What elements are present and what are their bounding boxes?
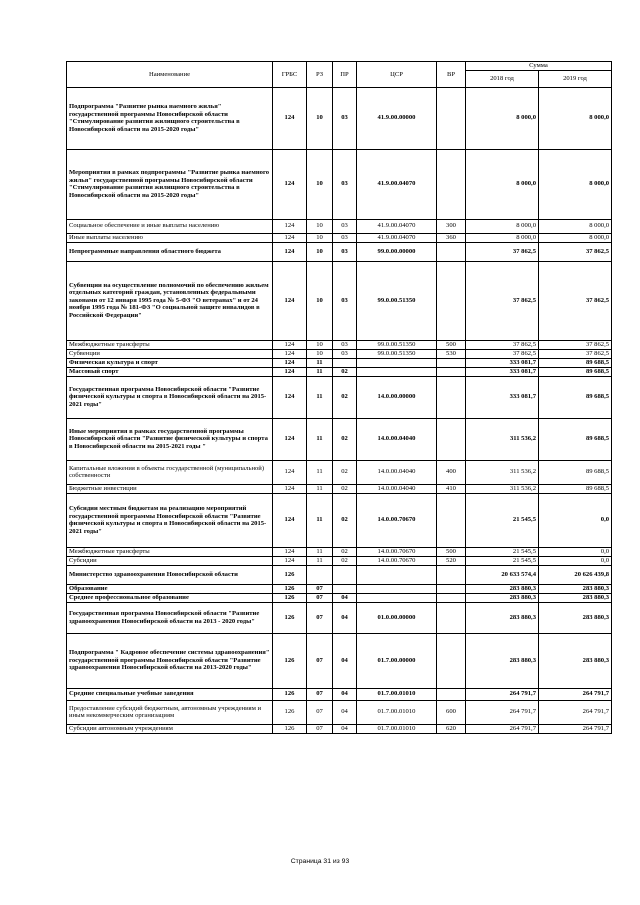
- cell-amount-2018: 21 545,5: [466, 556, 539, 565]
- cell-csr: [357, 358, 437, 367]
- cell-vr: [437, 418, 466, 460]
- cell-csr: 01.7.00.01010: [357, 688, 437, 700]
- cell-rz: 07: [307, 724, 333, 733]
- cell-amount-2019: 283 880,3: [539, 593, 612, 602]
- cell-amount-2018: 333 081,7: [466, 367, 539, 376]
- cell-pr: 02: [333, 418, 357, 460]
- cell-name: Непрограммные направления областного бюджета: [67, 242, 273, 261]
- header-year-2019: 2019 год: [539, 70, 612, 87]
- cell-amount-2018: 283 880,3: [466, 584, 539, 593]
- cell-pr: 03: [333, 340, 357, 349]
- table-row: [67, 358, 612, 367]
- cell-name: Министерство здравоохранения Новосибирской области: [67, 565, 273, 584]
- cell-csr: [357, 593, 437, 602]
- cell-csr: [357, 367, 437, 376]
- cell-grbs: 124: [273, 460, 307, 484]
- cell-vr: 300: [437, 219, 466, 233]
- cell-amount-2019: 264 791,7: [539, 700, 612, 724]
- cell-grbs: 126: [273, 565, 307, 584]
- cell-csr: 41.9.00.04070: [357, 233, 437, 242]
- cell-amount-2018: 37 862,5: [466, 261, 539, 340]
- cell-amount-2018: 264 791,7: [466, 724, 539, 733]
- cell-amount-2019: 89 688,5: [539, 358, 612, 367]
- cell-rz: [307, 565, 333, 584]
- cell-pr: 02: [333, 484, 357, 493]
- table-row: [67, 242, 612, 261]
- cell-name: Межбюджетные трансферты: [67, 340, 273, 349]
- cell-name: Подпрограмма "Развитие рынка наемного жилья" государственной программы Новосибирской области "Стимулирование развития жилищного строительства в Новосибирской области на 2015-2020 годы": [67, 87, 273, 149]
- header-year-2018: 2018 год: [466, 70, 539, 87]
- cell-pr: 04: [333, 688, 357, 700]
- cell-pr: 03: [333, 87, 357, 149]
- cell-amount-2018: 8 000,0: [466, 233, 539, 242]
- cell-amount-2018: 283 880,3: [466, 633, 539, 688]
- cell-pr: 04: [333, 724, 357, 733]
- table-row: [67, 233, 612, 242]
- cell-amount-2019: 264 791,7: [539, 688, 612, 700]
- cell-amount-2018: 333 081,7: [466, 358, 539, 367]
- table-row: [67, 493, 612, 547]
- cell-name: Средние специальные учебные заведения: [67, 688, 273, 700]
- cell-name: Государственная программа Новосибирской области "Развитие здравоохранения Новосибирской области на 2013 - 2020 годы": [67, 602, 273, 633]
- cell-name: Субвенции на осуществление полномочий по обеспечению жильем отдельных категорий граждан, установленных федеральными законами от 12 января 1995 года № 5-ФЗ "О ветеранах" и от 24 ноября 1995 года № 181-ФЗ "О социальной защите инвалидов в Российской Федерации": [67, 261, 273, 340]
- cell-grbs: 124: [273, 340, 307, 349]
- cell-amount-2019: 8 000,0: [539, 233, 612, 242]
- cell-rz: 10: [307, 149, 333, 219]
- cell-amount-2018: 333 081,7: [466, 376, 539, 418]
- cell-amount-2019: 8 000,0: [539, 219, 612, 233]
- cell-name: Капитальные вложения в объекты государственной (муниципальной) собственности: [67, 460, 273, 484]
- cell-name: Мероприятия в рамках подпрограммы "Развитие рынка наемного жилья" государственной программы Новосибирской области "Стимулирование развития жилищного строительства в Новосибирской области на 2015-2020 годы": [67, 149, 273, 219]
- cell-name: Физическая культура и спорт: [67, 358, 273, 367]
- cell-grbs: 126: [273, 602, 307, 633]
- cell-csr: 01.7.00.01010: [357, 700, 437, 724]
- cell-csr: 99.0.00.51350: [357, 349, 437, 358]
- header-name: Наименование: [67, 62, 273, 88]
- cell-vr: [437, 149, 466, 219]
- cell-csr: [357, 584, 437, 593]
- cell-amount-2019: 264 791,7: [539, 724, 612, 733]
- cell-grbs: 124: [273, 87, 307, 149]
- cell-grbs: 124: [273, 233, 307, 242]
- cell-pr: 03: [333, 233, 357, 242]
- cell-vr: 520: [437, 556, 466, 565]
- cell-csr: 14.0.00.70670: [357, 556, 437, 565]
- cell-csr: 41.9.00.04070: [357, 149, 437, 219]
- cell-pr: [333, 565, 357, 584]
- cell-amount-2018: 37 862,5: [466, 242, 539, 261]
- cell-amount-2018: 283 880,3: [466, 593, 539, 602]
- cell-grbs: 124: [273, 376, 307, 418]
- cell-rz: 11: [307, 358, 333, 367]
- header-rz: РЗ: [307, 62, 333, 88]
- cell-amount-2019: 89 688,5: [539, 376, 612, 418]
- cell-name: Бюджетные инвестиции: [67, 484, 273, 493]
- cell-rz: 11: [307, 367, 333, 376]
- cell-name: Субсидии автономным учреждениям: [67, 724, 273, 733]
- cell-rz: 11: [307, 556, 333, 565]
- cell-csr: 14.0.00.04040: [357, 418, 437, 460]
- cell-grbs: 124: [273, 219, 307, 233]
- cell-grbs: 124: [273, 367, 307, 376]
- cell-amount-2018: 311 536,2: [466, 484, 539, 493]
- cell-name: Субвенции: [67, 349, 273, 358]
- cell-amount-2018: 8 000,0: [466, 219, 539, 233]
- table-row: [67, 688, 612, 700]
- cell-csr: 99.0.00.51350: [357, 340, 437, 349]
- cell-pr: 02: [333, 367, 357, 376]
- cell-name: Образование: [67, 584, 273, 593]
- cell-vr: [437, 376, 466, 418]
- cell-vr: 500: [437, 340, 466, 349]
- header-pr: ПР: [333, 62, 357, 88]
- table-row: [67, 376, 612, 418]
- cell-vr: [437, 565, 466, 584]
- cell-rz: 07: [307, 633, 333, 688]
- cell-amount-2018: 311 536,2: [466, 418, 539, 460]
- cell-pr: 04: [333, 633, 357, 688]
- cell-vr: 620: [437, 724, 466, 733]
- cell-pr: 03: [333, 242, 357, 261]
- cell-grbs: 124: [273, 484, 307, 493]
- cell-vr: [437, 367, 466, 376]
- cell-name: Субсидии: [67, 556, 273, 565]
- cell-pr: 02: [333, 556, 357, 565]
- cell-amount-2018: 37 862,5: [466, 349, 539, 358]
- table-body: [67, 87, 612, 733]
- cell-grbs: 124: [273, 149, 307, 219]
- cell-name: Иные выплаты населению: [67, 233, 273, 242]
- table-row: [67, 484, 612, 493]
- cell-amount-2019: 89 688,5: [539, 418, 612, 460]
- cell-pr: [333, 358, 357, 367]
- cell-vr: [437, 688, 466, 700]
- cell-rz: 07: [307, 688, 333, 700]
- cell-amount-2018: 8 000,0: [466, 87, 539, 149]
- cell-amount-2018: 8 000,0: [466, 149, 539, 219]
- cell-amount-2018: 21 545,5: [466, 547, 539, 556]
- cell-grbs: 124: [273, 349, 307, 358]
- cell-amount-2018: 283 880,3: [466, 602, 539, 633]
- cell-pr: 04: [333, 593, 357, 602]
- cell-grbs: 126: [273, 584, 307, 593]
- cell-grbs: 124: [273, 358, 307, 367]
- cell-rz: 10: [307, 340, 333, 349]
- table-row: [67, 602, 612, 633]
- cell-amount-2019: 89 688,5: [539, 484, 612, 493]
- table-row: [67, 460, 612, 484]
- budget-table: [66, 61, 612, 734]
- header-csr: ЦСР: [357, 62, 437, 88]
- table-row: [67, 418, 612, 460]
- cell-pr: [333, 584, 357, 593]
- table-row: [67, 556, 612, 565]
- cell-amount-2019: 89 688,5: [539, 460, 612, 484]
- cell-vr: 500: [437, 547, 466, 556]
- cell-pr: 02: [333, 547, 357, 556]
- cell-amount-2019: 37 862,5: [539, 242, 612, 261]
- page-footer: Страница 31 из 93: [290, 858, 350, 865]
- cell-rz: 10: [307, 349, 333, 358]
- cell-grbs: 124: [273, 242, 307, 261]
- table-row: [67, 724, 612, 733]
- cell-name: Массовый спорт: [67, 367, 273, 376]
- cell-rz: 10: [307, 219, 333, 233]
- cell-amount-2019: 0,0: [539, 547, 612, 556]
- cell-rz: 11: [307, 460, 333, 484]
- cell-vr: [437, 633, 466, 688]
- cell-amount-2019: 283 880,3: [539, 584, 612, 593]
- header-sum: Сумма: [466, 62, 612, 71]
- table-row: [67, 633, 612, 688]
- cell-pr: 03: [333, 219, 357, 233]
- cell-grbs: 126: [273, 724, 307, 733]
- cell-grbs: 126: [273, 688, 307, 700]
- cell-pr: 02: [333, 460, 357, 484]
- cell-csr: 01.7.00.01010: [357, 724, 437, 733]
- cell-csr: 14.0.00.04040: [357, 460, 437, 484]
- table-row: [67, 219, 612, 233]
- cell-rz: 07: [307, 593, 333, 602]
- cell-rz: 10: [307, 87, 333, 149]
- cell-amount-2019: 89 688,5: [539, 367, 612, 376]
- cell-rz: 10: [307, 233, 333, 242]
- cell-amount-2018: 21 545,5: [466, 493, 539, 547]
- cell-rz: 07: [307, 584, 333, 593]
- cell-amount-2019: 37 862,5: [539, 340, 612, 349]
- table-row: [67, 584, 612, 593]
- table-row: [67, 367, 612, 376]
- cell-rz: 07: [307, 700, 333, 724]
- cell-rz: 11: [307, 376, 333, 418]
- cell-amount-2019: 0,0: [539, 556, 612, 565]
- header-grbs: ГРБС: [273, 62, 307, 88]
- cell-amount-2018: 264 791,7: [466, 688, 539, 700]
- cell-name: Иные мероприятия в рамках государственной программы Новосибирской области "Развитие физической культуры и спорта в Новосибирской области на 2015-2021 годы ": [67, 418, 273, 460]
- cell-name: Субсидии местным бюджетам на реализацию мероприятий государственной программы Новосибирской области "Развитие физической культуры и спорта в Новосибирской области на 2015-2021 годы": [67, 493, 273, 547]
- cell-vr: [437, 493, 466, 547]
- header-vr: ВР: [437, 62, 466, 88]
- table-row: [67, 593, 612, 602]
- cell-pr: 02: [333, 376, 357, 418]
- cell-grbs: 126: [273, 593, 307, 602]
- table-row: [67, 87, 612, 149]
- cell-vr: 600: [437, 700, 466, 724]
- cell-pr: 03: [333, 349, 357, 358]
- cell-csr: 14.0.00.70670: [357, 493, 437, 547]
- cell-csr: 99.0.00.51350: [357, 261, 437, 340]
- cell-grbs: 124: [273, 556, 307, 565]
- cell-csr: [357, 565, 437, 584]
- cell-vr: [437, 242, 466, 261]
- cell-vr: 360: [437, 233, 466, 242]
- cell-grbs: 124: [273, 493, 307, 547]
- cell-vr: [437, 593, 466, 602]
- table-row: [67, 700, 612, 724]
- cell-name: Среднее профессиональное образование: [67, 593, 273, 602]
- table-row: [67, 340, 612, 349]
- cell-amount-2019: 37 862,5: [539, 349, 612, 358]
- cell-amount-2018: 37 862,5: [466, 340, 539, 349]
- cell-csr: 14.0.00.04040: [357, 484, 437, 493]
- cell-amount-2019: 8 000,0: [539, 149, 612, 219]
- table-row: [67, 565, 612, 584]
- cell-pr: 03: [333, 261, 357, 340]
- cell-vr: 400: [437, 460, 466, 484]
- cell-grbs: 124: [273, 547, 307, 556]
- cell-name: Государственная программа Новосибирской области "Развитие физической культуры и спорта в Новосибирской области на 2015-2021 годы": [67, 376, 273, 418]
- cell-csr: 41.9.00.00000: [357, 87, 437, 149]
- cell-name: Социальное обеспечение и иные выплаты населению: [67, 219, 273, 233]
- cell-csr: 99.0.00.00000: [357, 242, 437, 261]
- cell-amount-2019: 8 000,0: [539, 87, 612, 149]
- cell-name: Предоставление субсидий бюджетным, автономным учреждениям и иным некоммерческим организациям: [67, 700, 273, 724]
- cell-pr: 03: [333, 149, 357, 219]
- cell-vr: 410: [437, 484, 466, 493]
- cell-amount-2018: 264 791,7: [466, 700, 539, 724]
- cell-name: Межбюджетные трансферты: [67, 547, 273, 556]
- cell-rz: 07: [307, 602, 333, 633]
- cell-amount-2019: 283 880,3: [539, 633, 612, 688]
- cell-csr: 14.0.00.70670: [357, 547, 437, 556]
- cell-amount-2019: 37 862,5: [539, 261, 612, 340]
- cell-rz: 10: [307, 242, 333, 261]
- cell-vr: [437, 602, 466, 633]
- cell-pr: 04: [333, 602, 357, 633]
- cell-rz: 11: [307, 484, 333, 493]
- cell-pr: 04: [333, 700, 357, 724]
- cell-vr: [437, 261, 466, 340]
- cell-grbs: 126: [273, 700, 307, 724]
- table-row: [67, 149, 612, 219]
- cell-grbs: 126: [273, 633, 307, 688]
- cell-amount-2019: 283 880,3: [539, 602, 612, 633]
- cell-name: Подпрограмма " Кадровое обеспечение системы здравоохранения" государственной программы Новосибирской области "Развитие здравоохранения Новосибирской области на 2013-2020 годы": [67, 633, 273, 688]
- cell-grbs: 124: [273, 261, 307, 340]
- cell-amount-2018: 20 633 574,4: [466, 565, 539, 584]
- cell-rz: 11: [307, 547, 333, 556]
- cell-vr: [437, 87, 466, 149]
- table-row: [67, 261, 612, 340]
- cell-vr: [437, 584, 466, 593]
- table-row: [67, 349, 612, 358]
- cell-csr: 14.0.00.00000: [357, 376, 437, 418]
- cell-amount-2019: 0,0: [539, 493, 612, 547]
- cell-grbs: 124: [273, 418, 307, 460]
- cell-csr: 01.0.00.00000: [357, 602, 437, 633]
- cell-amount-2018: 311 536,2: [466, 460, 539, 484]
- cell-rz: 11: [307, 418, 333, 460]
- cell-vr: 530: [437, 349, 466, 358]
- cell-amount-2019: 20 626 439,8: [539, 565, 612, 584]
- cell-csr: 01.7.00.00000: [357, 633, 437, 688]
- cell-csr: 41.9.00.04070: [357, 219, 437, 233]
- cell-rz: 10: [307, 261, 333, 340]
- table-row: [67, 547, 612, 556]
- cell-rz: 11: [307, 493, 333, 547]
- cell-pr: 02: [333, 493, 357, 547]
- cell-vr: [437, 358, 466, 367]
